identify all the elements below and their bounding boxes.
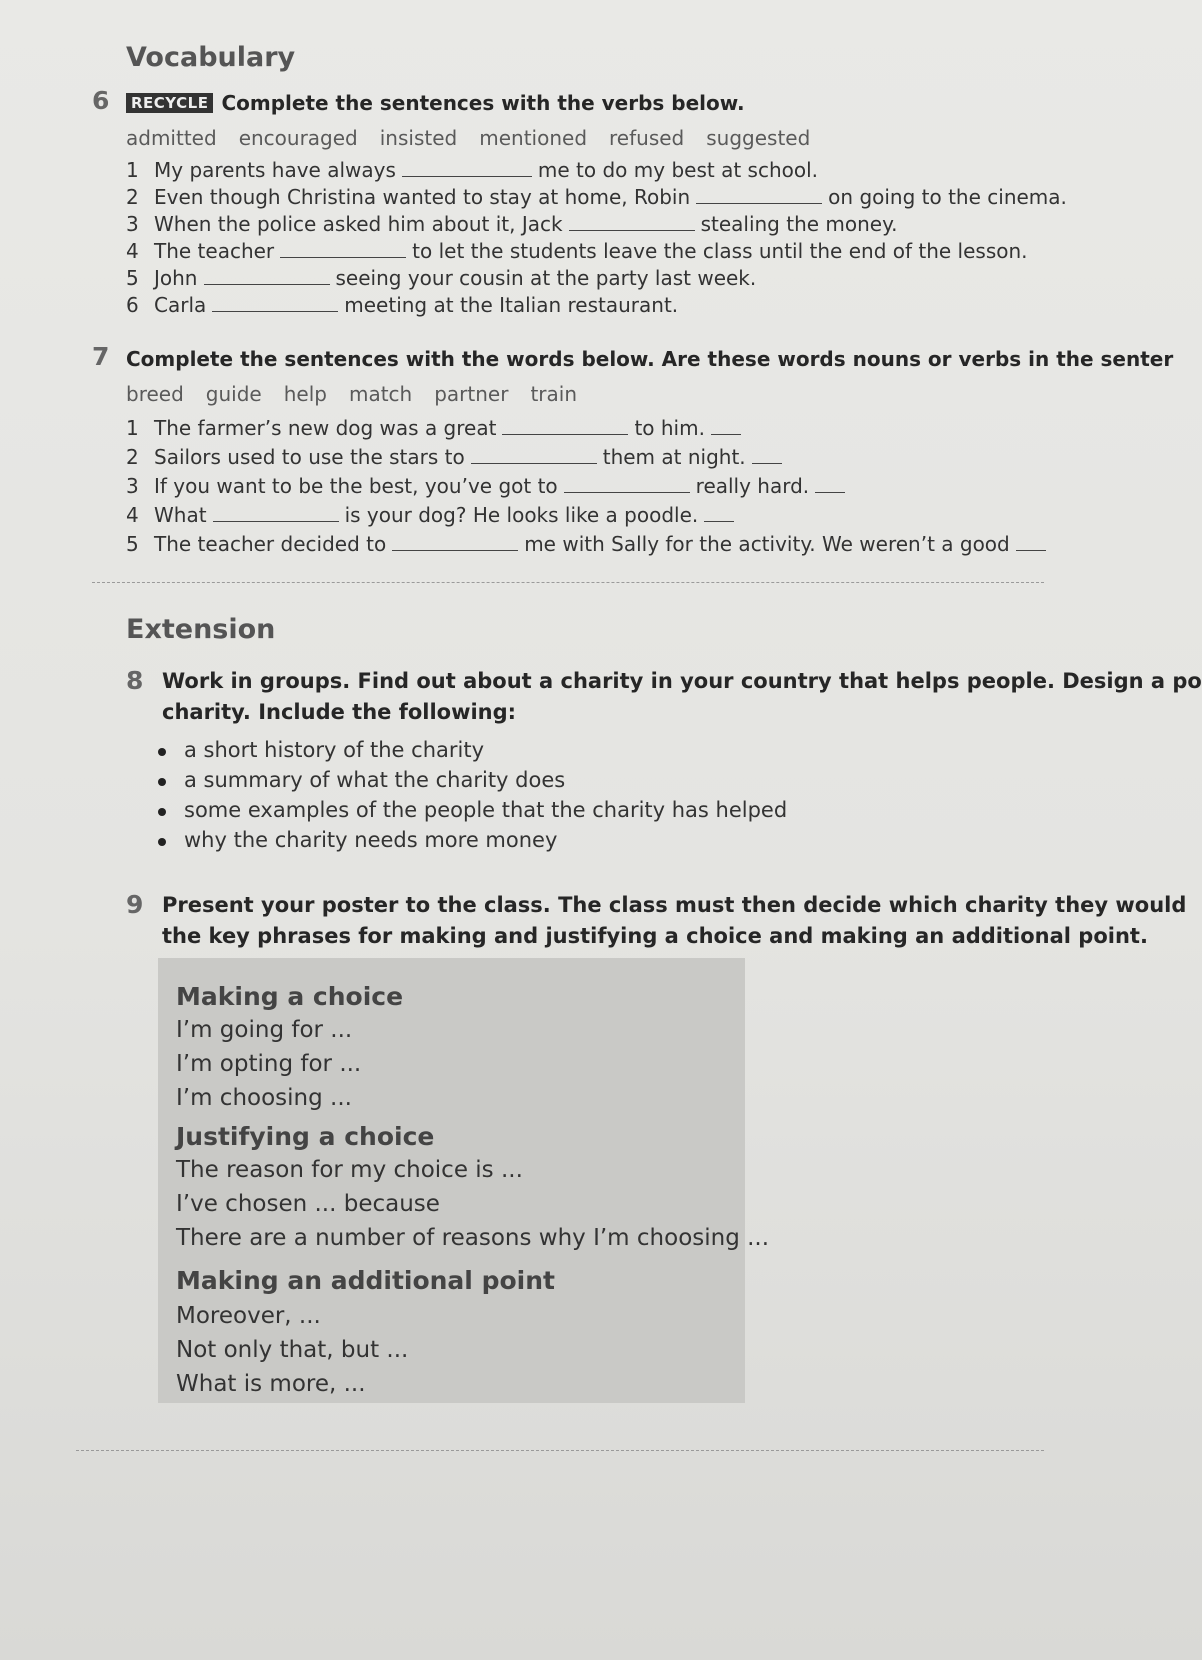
- answer-blank[interactable]: [502, 433, 628, 435]
- exercise-8-instruction-line-2: charity. Include the following:: [162, 700, 517, 724]
- answer-blank[interactable]: [213, 520, 339, 522]
- sentence-number: 5: [126, 266, 139, 290]
- sentence-number: 1: [126, 158, 139, 182]
- sentence-text: to let the students leave the class until the end of the lesson.: [412, 239, 1028, 263]
- phrase-item: Not only that, but ...: [176, 1337, 409, 1363]
- word-type-blank[interactable]: [711, 433, 741, 435]
- exercise-7-sentence-5: [126, 532, 1052, 556]
- sentence-number: 3: [126, 212, 139, 236]
- phrase-heading-making-a-choice: Making a choice: [176, 982, 404, 1011]
- exercise-9-instruction-line-2: the key phrases for making and justifying a choice and making an additional point.: [162, 924, 1148, 948]
- word-type-blank[interactable]: [704, 520, 734, 522]
- exercise-7-sentence-2: [126, 445, 788, 469]
- sentence-text: My parents have always: [154, 158, 396, 182]
- sentence-number: 4: [126, 503, 139, 527]
- exercise-9-instruction-line-1: Present your poster to the class. The class must then decide which charity they would: [162, 893, 1187, 917]
- phrase-item: There are a number of reasons why I’m choosing ...: [176, 1225, 770, 1251]
- answer-blank[interactable]: [402, 175, 532, 177]
- sentence-number: 5: [126, 532, 139, 556]
- word-type-blank[interactable]: [1016, 549, 1046, 551]
- exercise-6-sentence-2: [126, 185, 1067, 209]
- phrase-item: I’ve chosen ... because: [176, 1191, 440, 1217]
- exercise-7-instruction: Complete the sentences with the words below. Are these words nouns or verbs in the senter: [126, 347, 1174, 371]
- sentence-text: John: [154, 266, 198, 290]
- phrase-item: I’m opting for ...: [176, 1051, 362, 1077]
- word: encouraged: [238, 126, 358, 150]
- exercise-6-instruction-text: Complete the sentences with the verbs below.: [221, 91, 745, 115]
- exercise-number-8: 8: [126, 666, 144, 695]
- word: refused: [609, 126, 685, 150]
- answer-blank[interactable]: [392, 549, 518, 551]
- sentence-number: 1: [126, 416, 139, 440]
- exercise-6-instruction: [126, 91, 745, 115]
- word: match: [348, 382, 413, 406]
- phrase-item: Moreover, ...: [176, 1303, 321, 1329]
- sentence-text: When the police asked him about it, Jack: [154, 212, 563, 236]
- bullet-item: a short history of the charity: [184, 738, 484, 762]
- bullet-item: why the charity needs more money: [184, 828, 558, 852]
- word: insisted: [379, 126, 458, 150]
- section-heading-vocabulary: Vocabulary: [126, 42, 296, 73]
- sentence-text: me to do my best at school.: [537, 158, 819, 182]
- sentence-text: really hard.: [695, 474, 810, 498]
- word: partner: [434, 382, 509, 406]
- answer-blank[interactable]: [212, 310, 338, 312]
- sentence-number: 3: [126, 474, 139, 498]
- word: mentioned: [479, 126, 588, 150]
- exercise-6-sentence-5: [126, 266, 756, 290]
- word-type-blank[interactable]: [752, 462, 782, 464]
- sentence-text: them at night.: [602, 445, 746, 469]
- sentence-text: The teacher: [154, 239, 275, 263]
- exercise-6-sentence-4: [126, 239, 1028, 263]
- word: suggested: [706, 126, 811, 150]
- answer-blank[interactable]: [696, 202, 822, 204]
- phrase-heading-justifying-a-choice: Justifying a choice: [176, 1122, 435, 1151]
- sentence-text: is your dog? He looks like a poodle.: [344, 503, 699, 527]
- phrase-item: The reason for my choice is ...: [176, 1157, 523, 1183]
- answer-blank[interactable]: [471, 462, 597, 464]
- section-divider: [92, 582, 1044, 583]
- exercise-8-instruction-line-1: Work in groups. Find out about a charity in your country that helps people. Design a po: [162, 669, 1202, 693]
- sentence-text: seeing your cousin at the party last week.: [335, 266, 757, 290]
- sentence-text: me with Sally for the activity. We weren’t a good: [524, 532, 1010, 556]
- word: guide: [205, 382, 262, 406]
- sentence-text: to him.: [634, 416, 705, 440]
- sentence-text: on going to the cinema.: [828, 185, 1067, 209]
- word-type-blank[interactable]: [815, 491, 845, 493]
- exercise-6-sentence-6: [126, 293, 678, 317]
- phrase-item: I’m choosing ...: [176, 1085, 352, 1111]
- sentence-text: Sailors used to use the stars to: [154, 445, 465, 469]
- sentence-text: The teacher decided to: [154, 532, 387, 556]
- sentence-text: Even though Christina wanted to stay at home, Robin: [154, 185, 691, 209]
- sentence-number: 2: [126, 185, 139, 209]
- sentence-text: What: [154, 503, 207, 527]
- exercise-number-7: 7: [92, 342, 110, 371]
- bullet-item: a summary of what the charity does: [184, 768, 566, 792]
- exercise-7-sentence-4: [126, 503, 740, 527]
- recycle-badge: RECYCLE: [126, 93, 213, 113]
- exercise-6-sentence-3: [126, 212, 897, 236]
- section-heading-extension: Extension: [126, 614, 276, 645]
- sentence-text: The farmer’s new dog was a great: [154, 416, 497, 440]
- sentence-text: stealing the money.: [700, 212, 898, 236]
- exercise-7-sentence-1: [126, 416, 747, 440]
- word: breed: [126, 382, 184, 406]
- sentence-text: meeting at the Italian restaurant.: [344, 293, 679, 317]
- word: admitted: [126, 126, 217, 150]
- bullet-item: some examples of the people that the charity has helped: [184, 798, 788, 822]
- exercise-6-sentence-1: [126, 158, 818, 182]
- answer-blank[interactable]: [204, 283, 330, 285]
- exercise-number-9: 9: [126, 890, 144, 919]
- phrase-heading-making-an-additional-point: Making an additional point: [176, 1266, 555, 1295]
- sentence-number: 4: [126, 239, 139, 263]
- answer-blank[interactable]: [564, 491, 690, 493]
- phrase-item: What is more, ...: [176, 1371, 366, 1397]
- exercise-7-word-box: [126, 382, 599, 406]
- answer-blank[interactable]: [280, 256, 406, 258]
- exercise-6-word-box: [126, 126, 832, 150]
- exercise-number-6: 6: [92, 86, 110, 115]
- exercise-7-sentence-3: [126, 474, 851, 498]
- sentence-number: 6: [126, 293, 139, 317]
- word: train: [530, 382, 578, 406]
- sentence-text: Carla: [154, 293, 207, 317]
- sentence-number: 2: [126, 445, 139, 469]
- section-divider: [76, 1450, 1044, 1451]
- phrase-item: I’m going for ...: [176, 1017, 353, 1043]
- answer-blank[interactable]: [569, 229, 695, 231]
- word: help: [283, 382, 327, 406]
- sentence-text: If you want to be the best, you’ve got to: [154, 474, 558, 498]
